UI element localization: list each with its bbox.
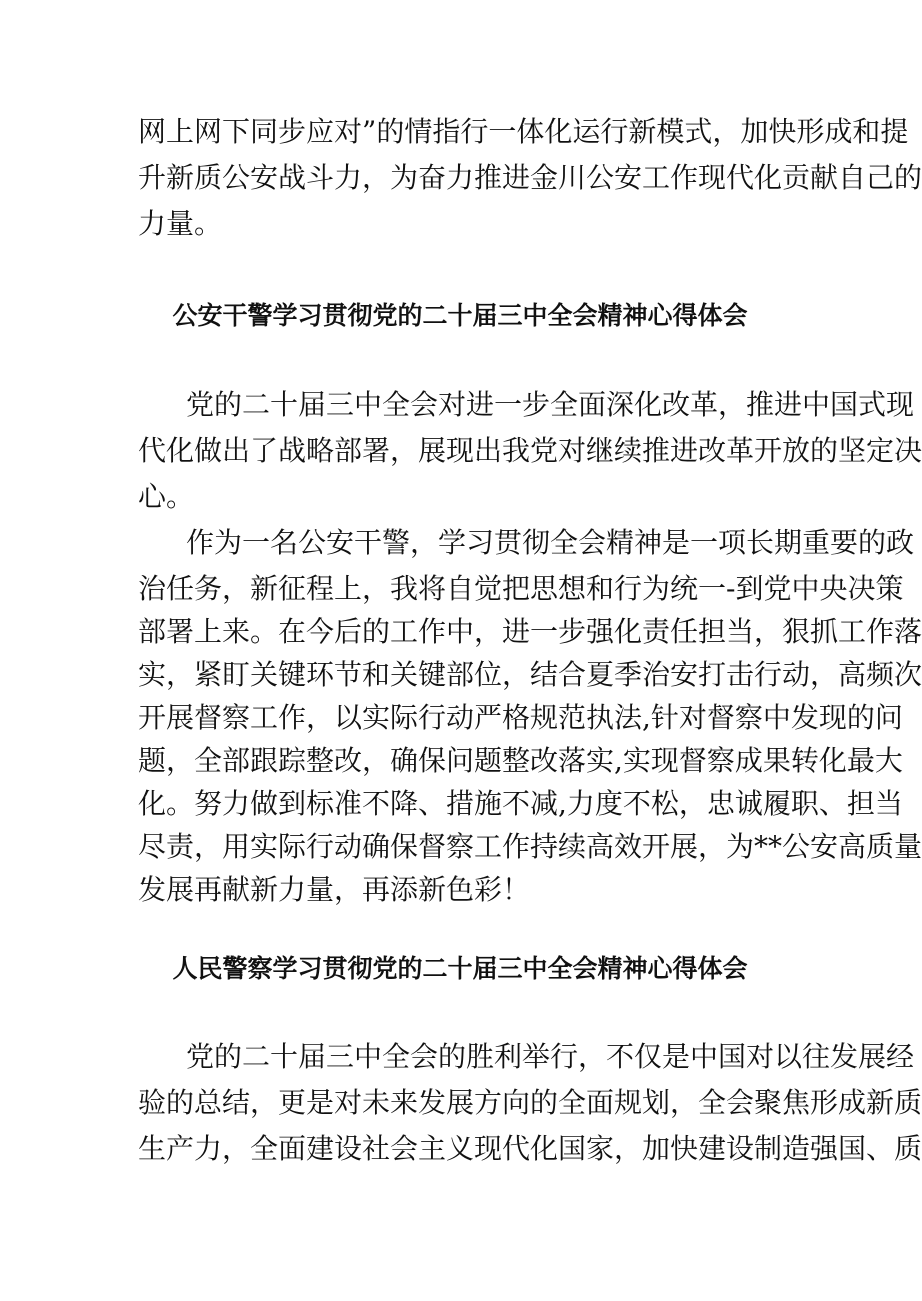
paragraph-line: 力量。 [138,207,223,240]
paragraph-line: 部署上来。在今后的工作中，进一步强化责任担当，狠抓工作落 [138,615,922,648]
paragraph-line: 党的二十届三中全会的胜利举行，不仅是中国对以往发展经 [186,1040,915,1073]
paragraph-line: 尽责，用实际行动确保督察工作持续高效开展，为**公安高质量 [138,830,922,863]
paragraph-line: 化。努力做到标准不降、措施不减,力度不松，忠诚履职、担当 [138,787,903,820]
paragraph-line: 题，全部跟踪整改，确保问题整改落实,实现督察成果转化最大 [138,744,903,777]
section-heading: 公安干警学习贯彻党的二十届三中全会精神心得体会 [172,301,748,330]
paragraph-line: 心。 [138,480,195,513]
paragraph-line: 发展再献新力量，再添新色彩！ [138,873,531,906]
paragraph-line: 验的总结，更是对未来发展方向的全面规划，全会聚焦形成新质 [138,1086,922,1119]
paragraph-line: 网上网下同步应对”的情指行一体化运行新模式，加快形成和提 [138,115,909,148]
paragraph-line: 治任务，新征程上，我将自觉把思想和行为统一-到党中央决策 [138,572,904,605]
section-heading: 人民警察学习贯彻党的二十届三中全会精神心得体会 [172,954,748,983]
paragraph-line: 作为一名公安干警，学习贯彻全会精神是一项长期重要的政 [186,526,915,559]
paragraph-line: 开展督察工作，以实际行动严格规范执法,针对督察中发现的问 [138,701,903,734]
paragraph-line: 党的二十届三中全会对进一步全面深化改革，推进中国式现 [186,388,915,421]
paragraph-line: 升新质公安战斗力，为奋力推进金川公安工作现代化贡献自己的 [138,161,922,194]
paragraph-line: 生产力，全面建设社会主义现代化国家，加快建设制造强国、质 [138,1132,922,1165]
paragraph-line: 实，紧盯关键环节和关键部位，结合夏季治安打击行动，高频次 [138,658,922,691]
paragraph-line: 代化做出了战略部署，展现出我党对继续推进改革开放的坚定决 [138,434,922,467]
